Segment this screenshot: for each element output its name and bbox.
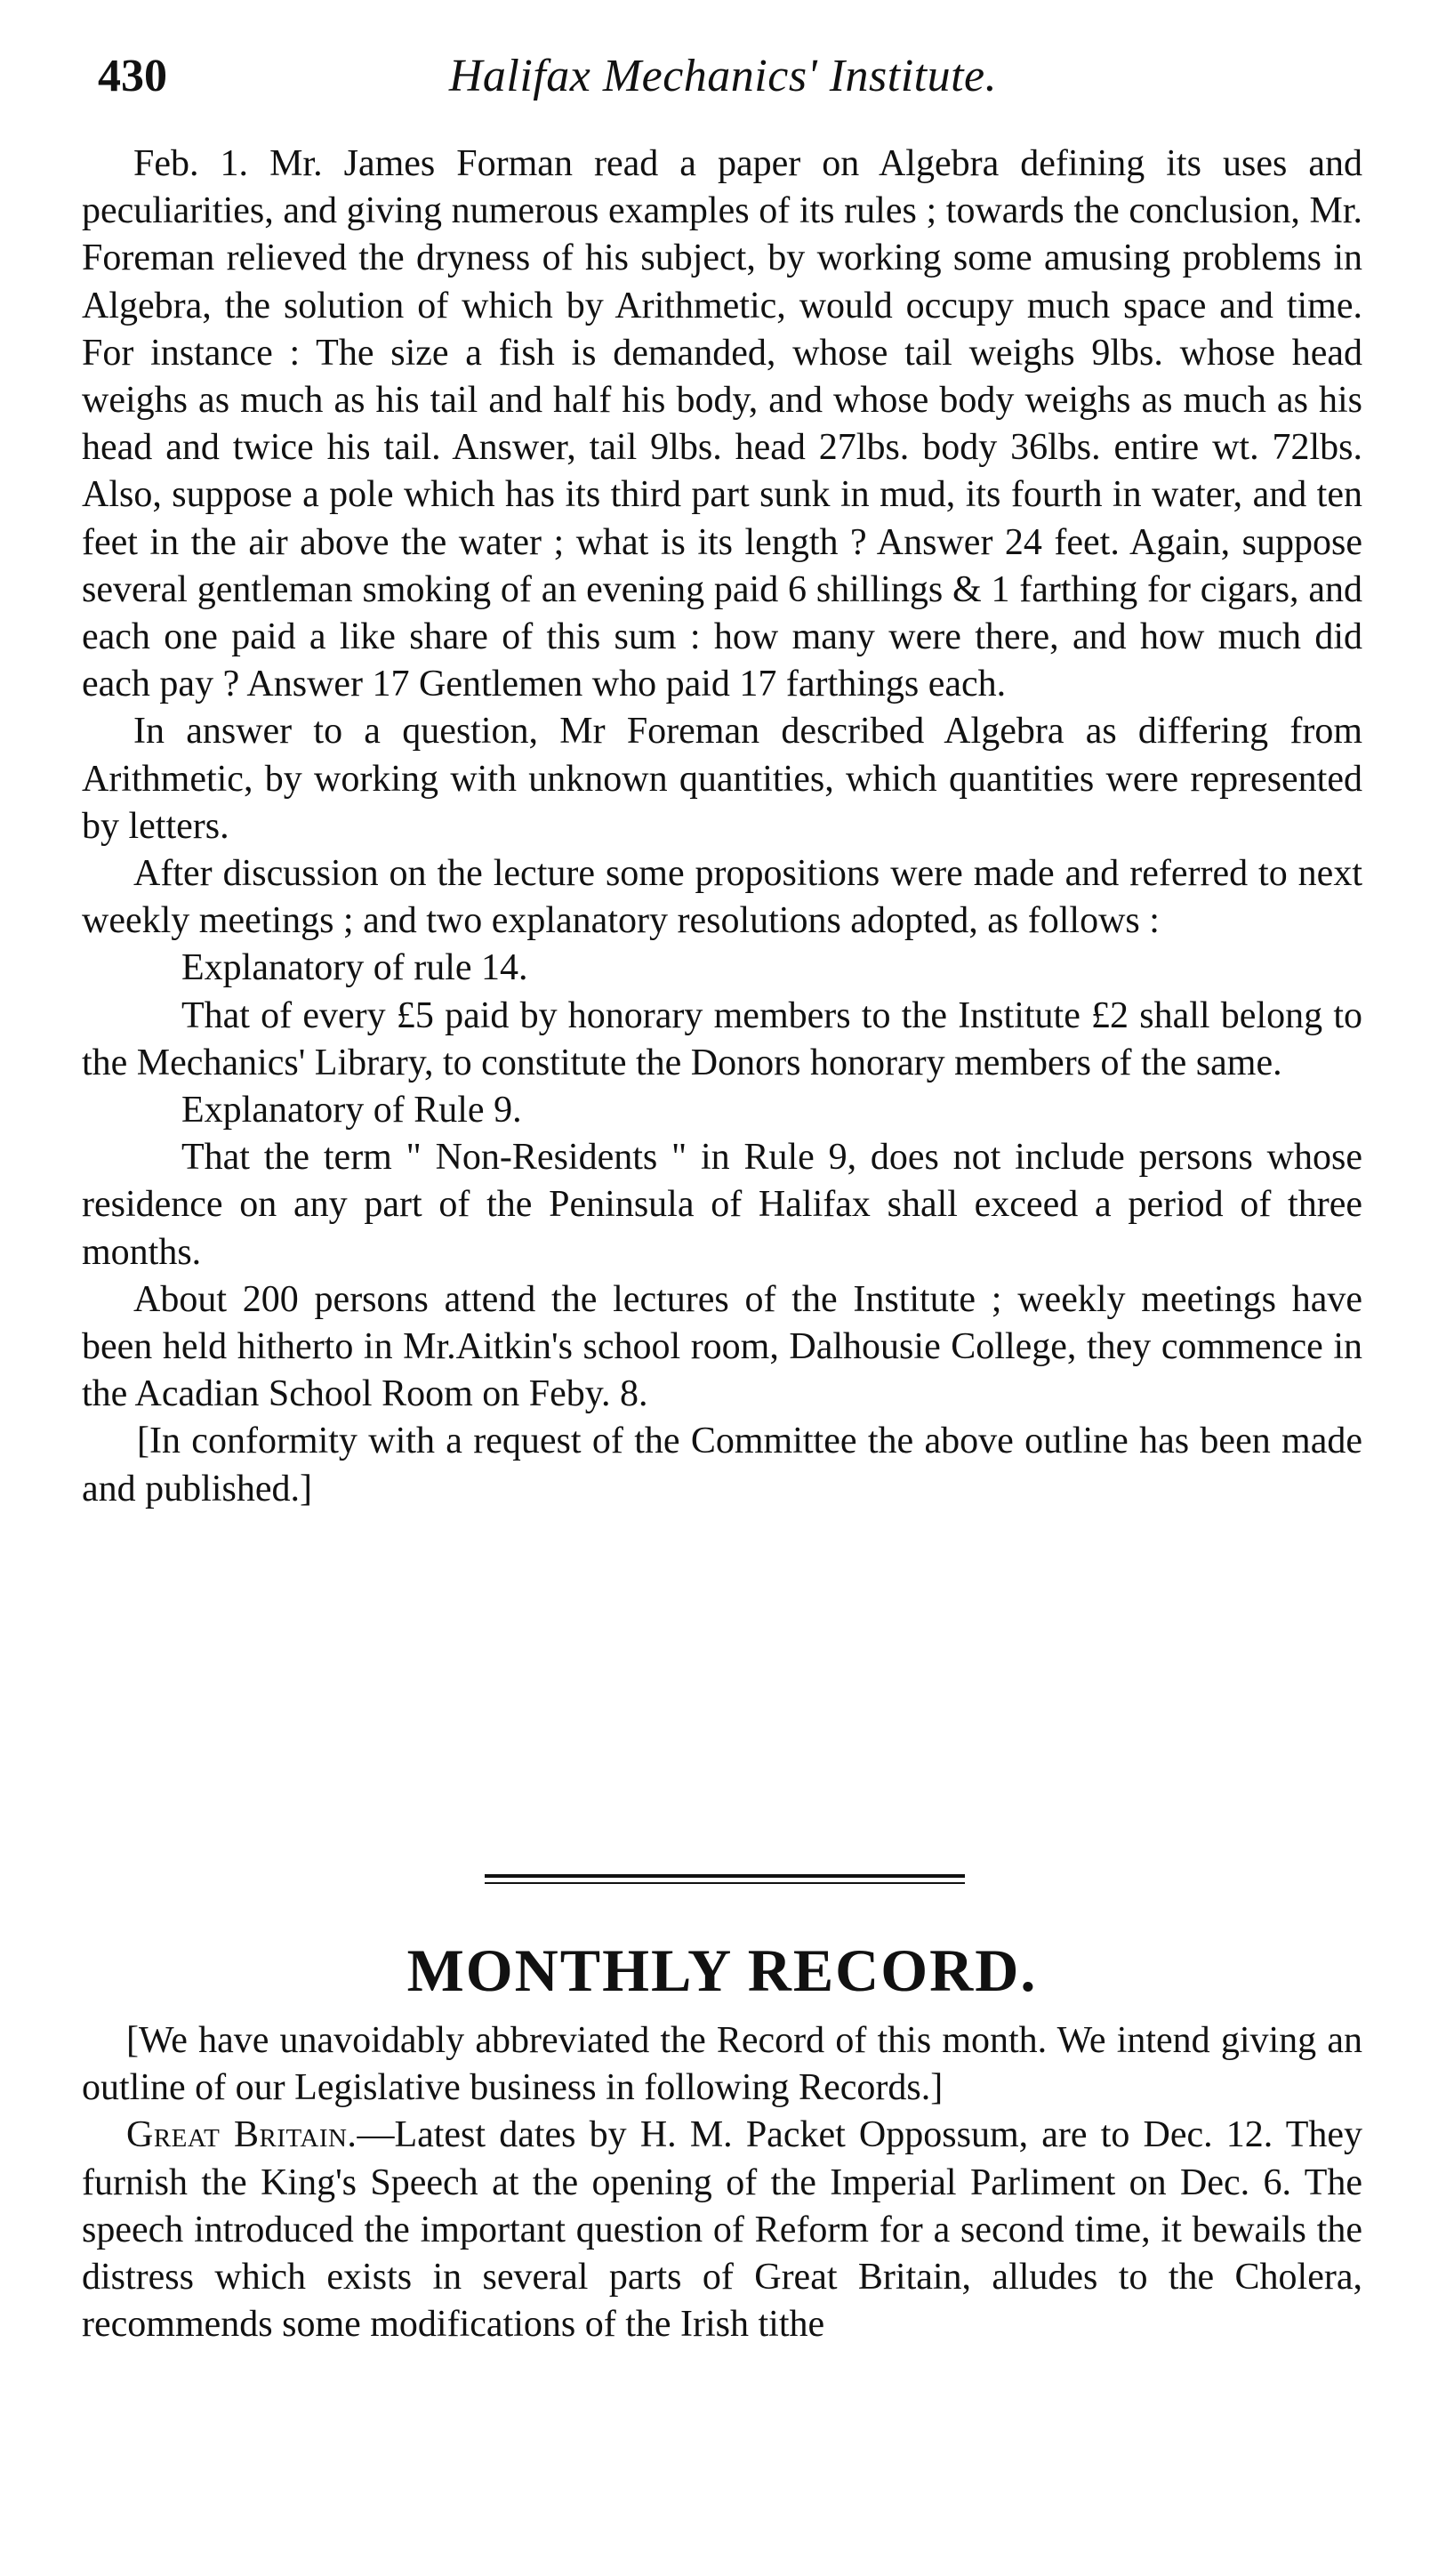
publication-note: [In conformity with a request of the Committee the above outline has been made and published.] [82,1421,1362,1509]
institute-minutes [82,141,1362,1513]
rule-14-heading: Explanatory of rule 14. [181,947,528,989]
running-title: Halifax Mechanics' Institute. [448,51,998,101]
monthly-record-body [82,2017,1362,2348]
paragraph-algebra-definition: In answer to a question, Mr Foreman described Algebra as differing from Arithmetic, by working with unknown quantities, which quantities were represented by letters. [82,711,1362,847]
divider-line-thin [485,1882,965,1884]
great-britain-entry [82,2112,1362,2348]
page-number: 430 [98,51,167,101]
great-britain-label: Great Britain. [126,2114,357,2156]
great-britain-text: —Latest dates by H. M. Packet Oppossum, are to Dec. 12. They furnish the King's Speech at the opening of the Imperial Parliment on Dec. 6. The speech introduced the important question of Reform for a second time, it bewails the distress which exists in several parts of Great Britain, alludes to the Cholera, recommends some modifications of the Irish tithe [82,2114,1362,2346]
paragraph-discussion: After discussion on the lecture some propositions were made and referred to next weekly meetings ; and two explanatory resolutions adopted, as follows : [82,853,1362,942]
page-header [82,41,1364,112]
rule-14-text: That of every £5 paid by honorary members to the Institute £2 shall belong to the Mechanics' Library, to constitute the Donors honorary members of the same. [82,994,1362,1083]
section-divider [485,1874,965,1888]
monthly-record-title: MONTHLY RECORD. [406,1936,1038,2004]
paragraph-attendance: About 200 persons attend the lectures of the Institute ; weekly meetings have been held hitherto in Mr.Aitkin's school room, Dalhousie College, they commence in the Acadian School Room on Feby. 8. [82,1278,1362,1415]
divider-line-thick [485,1874,965,1878]
record-abbreviation-note: [We have unavoidably abbreviated the Record of this month. We intend giving an outline of our Legislative business in following Records.] [82,2020,1362,2109]
rule-9-text: That the term " Non-Residents " in Rule 9, does not include persons whose residence on any part of the Peninsula of Halifax shall exceed a period of three months. [82,1137,1362,1273]
rule-9-heading: Explanatory of Rule 9. [181,1090,522,1131]
paragraph-algebra-lecture: Feb. 1. Mr. James Forman read a paper on Algebra defining its uses and peculiarities, and giving numerous examples of its rules ; towards the conclusion, Mr. Foreman relieved the dryness of his subject, by working some amusing problems in Algebra, the solution of which by Arithmetic, would occupy much space and time. For instance : The size a fish is demanded, whose tail weighs 9lbs. whose head weighs as much as his tail and half his body, and whose body weighs as much as his head and twice his tail. Answer, tail 9lbs. head 27lbs. body 36lbs. entire wt. 72lbs. Also, suppose a pole which has its third part sunk in mud, its fourth in water, and ten feet in the air above the water ; what is its length ? Answer 24 feet. Again, suppose several gentleman smoking of an evening paid 6 shillings & 1 farthing for cigars, and each one paid a like share of this sum : how many were there, and how much did each pay ? Answer 17 Gentlemen who paid 17 farthings each. [82,143,1362,705]
